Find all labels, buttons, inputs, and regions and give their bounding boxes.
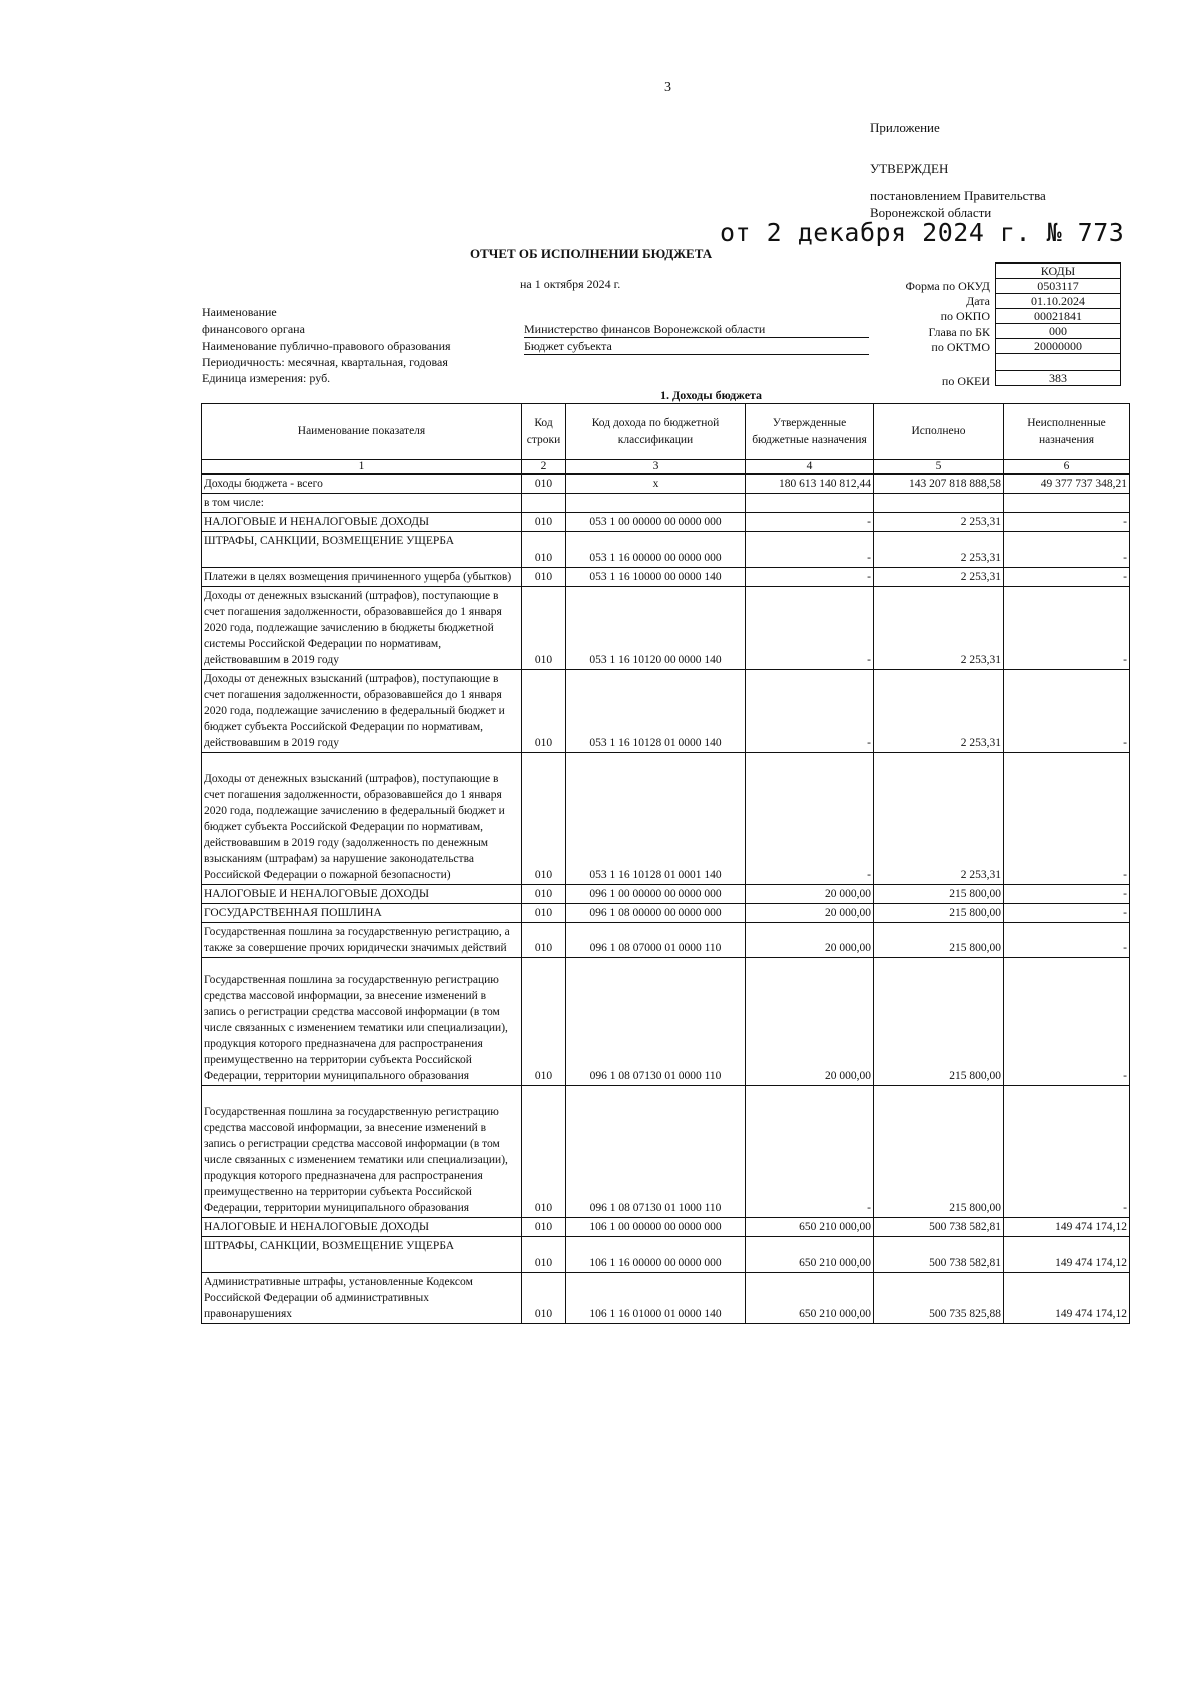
- col-number-4: 4: [746, 460, 874, 475]
- report-title: ОТЧЕТ ОБ ИСПОЛНЕНИИ БЮДЖЕТА: [470, 246, 713, 261]
- row-name: Государственная пошлина за государственную регистрацию средства массовой информации, за внесение изменений в запись о регистрации средства массовой информации (в том числе связанных с изменением тематики или специализации), продукция которого предназначена для распространения преимущественно на территории субъекта Российской Федерации, территории муниципального образования: [202, 1086, 522, 1218]
- unit-label: Единица измерения: руб.: [202, 371, 331, 385]
- row-kbk: 053 1 16 00000 00 0000 000: [566, 532, 746, 568]
- row-approved: -: [746, 670, 874, 753]
- section-title: 1. Доходы бюджета: [660, 388, 763, 402]
- appendix-label: Приложение: [870, 120, 940, 135]
- code-label-glava: Глава по БК: [928, 325, 990, 339]
- row-kbk: 096 1 00 00000 00 0000 000: [566, 885, 746, 904]
- row-executed: 500 738 582,81: [874, 1237, 1004, 1273]
- row-kbk: 106 1 16 01000 01 0000 140: [566, 1273, 746, 1324]
- decree-stamp: от 2 декабря 2024 г. № 773: [720, 218, 1125, 247]
- codes-header: КОДЫ: [996, 263, 1121, 279]
- row-kbk: 106 1 16 00000 00 0000 000: [566, 1237, 746, 1273]
- row-executed: 2 253,31: [874, 670, 1004, 753]
- code-date: 01.10.2024: [996, 294, 1121, 309]
- table-row: [202, 670, 1130, 753]
- row-kbk: 106 1 00 00000 00 0000 000: [566, 1218, 746, 1237]
- row-approved: 650 210 000,00: [746, 1273, 874, 1324]
- row-code: 010: [522, 904, 566, 923]
- row-name: ШТРАФЫ, САНКЦИИ, ВОЗМЕЩЕНИЕ УЩЕРБА: [202, 1237, 522, 1273]
- row-executed: 215 800,00: [874, 958, 1004, 1086]
- code-label-okpo: по ОКПО: [940, 309, 990, 323]
- row-code: 010: [522, 513, 566, 532]
- code-okud: 0503117: [996, 279, 1121, 294]
- row-name: Доходы от денежных взысканий (штрафов), поступающие в счет погашения задолженности, образовавшейся до 1 января 2020 года, подлежащие зачислению в федеральный бюджет и бюджет субъекта Российской Федерации по нормативам, действовавшим в 2019 году (задолженность по денежным взысканиям (штрафам) за нарушение законодательства Российской Федерации о пожарной безопасности): [202, 753, 522, 885]
- row-code: [522, 494, 566, 513]
- row-code: 010: [522, 670, 566, 753]
- row-executed: 215 800,00: [874, 904, 1004, 923]
- row-executed: 500 738 582,81: [874, 1218, 1004, 1237]
- table-row: [202, 958, 1130, 1086]
- row-kbk: 096 1 08 07000 01 0000 110: [566, 923, 746, 958]
- row-name: Доходы от денежных взысканий (штрафов), поступающие в счет погашения задолженности, образовавшейся до 1 января 2020 года, подлежащие зачислению в бюджеты бюджетной системы Российской Федерации по нормативам, действовавшим в 2019 году: [202, 587, 522, 670]
- row-name: Платежи в целях возмещения причиненного ущерба (убытков): [202, 568, 522, 587]
- row-unexecuted: -: [1004, 923, 1130, 958]
- row-approved: 180 613 140 812,44: [746, 474, 874, 494]
- row-code: 010: [522, 753, 566, 885]
- header-kbk: Код дохода по бюджетной классификации: [566, 404, 746, 460]
- entity-value: Бюджет субъекта: [524, 339, 869, 355]
- periodicity-label: Периодичность: месячная, квартальная, годовая: [202, 355, 448, 369]
- row-approved: 650 210 000,00: [746, 1218, 874, 1237]
- row-unexecuted: 149 474 174,12: [1004, 1273, 1130, 1324]
- income-table: [201, 403, 1130, 1324]
- row-unexecuted: -: [1004, 513, 1130, 532]
- row-unexecuted: -: [1004, 958, 1130, 1086]
- row-executed: 2 253,31: [874, 587, 1004, 670]
- row-unexecuted: -: [1004, 532, 1130, 568]
- col-number-2: 2: [522, 460, 566, 475]
- row-code: 010: [522, 958, 566, 1086]
- row-unexecuted: -: [1004, 587, 1130, 670]
- row-name: Государственная пошлина за государственную регистрацию средства массовой информации, за внесение изменений в запись о регистрации средства массовой информации (в том числе связанных с изменением тематики или специализации), продукция которого предназначена для распространения преимущественно на территории субъекта Российской Федерации, территории муниципального образования: [202, 958, 522, 1086]
- table-row: [202, 513, 1130, 532]
- col-number-5: 5: [874, 460, 1004, 475]
- table-row: [202, 923, 1130, 958]
- row-executed: 500 735 825,88: [874, 1273, 1004, 1324]
- row-name: ГОСУДАРСТВЕННАЯ ПОШЛИНА: [202, 904, 522, 923]
- table-row: [202, 1237, 1130, 1273]
- row-kbk: 053 1 16 10128 01 0000 140: [566, 670, 746, 753]
- row-kbk: [566, 494, 746, 513]
- row-approved: 20 000,00: [746, 958, 874, 1086]
- row-unexecuted: [1004, 494, 1130, 513]
- header-approved: Утвержденные бюджетные назначения: [746, 404, 874, 460]
- approval-line-2: постановлением Правительства: [870, 188, 1046, 203]
- fin-body-label-1: Наименование: [202, 305, 277, 319]
- code-glava: 000: [996, 324, 1121, 339]
- approval-line-1: УТВЕРЖДЕН: [870, 161, 949, 176]
- header-unexecuted: Неисполненные назначения: [1004, 404, 1130, 460]
- table-row: [202, 587, 1130, 670]
- approval-block: [870, 160, 1046, 221]
- row-unexecuted: -: [1004, 753, 1130, 885]
- fin-body-label-2: финансового органа: [202, 322, 305, 336]
- row-unexecuted: 49 377 737 348,21: [1004, 474, 1130, 494]
- row-unexecuted: 149 474 174,12: [1004, 1237, 1130, 1273]
- row-approved: -: [746, 568, 874, 587]
- row-code: 010: [522, 587, 566, 670]
- row-code: 010: [522, 532, 566, 568]
- header-executed: Исполнено: [874, 404, 1004, 460]
- row-code: 010: [522, 885, 566, 904]
- row-name: Государственная пошлина за государственную регистрацию, а также за совершение прочих юридически значимых действий: [202, 923, 522, 958]
- row-executed: 2 253,31: [874, 568, 1004, 587]
- col-number-1: 1: [202, 460, 522, 475]
- row-name: Доходы от денежных взысканий (штрафов), поступающие в счет погашения задолженности, образовавшейся до 1 января 2020 года, подлежащие зачислению в федеральный бюджет и бюджет субъекта Российской Федерации по нормативам, действовавшим в 2019 году: [202, 670, 522, 753]
- table-row: [202, 1086, 1130, 1218]
- row-unexecuted: -: [1004, 904, 1130, 923]
- row-unexecuted: -: [1004, 568, 1130, 587]
- row-approved: -: [746, 1086, 874, 1218]
- row-executed: 143 207 818 888,58: [874, 474, 1004, 494]
- row-name: НАЛОГОВЫЕ И НЕНАЛОГОВЫЕ ДОХОДЫ: [202, 885, 522, 904]
- row-code: 010: [522, 1273, 566, 1324]
- code-label-okei: по ОКЕИ: [941, 374, 990, 388]
- row-unexecuted: 149 474 174,12: [1004, 1218, 1130, 1237]
- code-okpo: 00021841: [996, 309, 1121, 324]
- row-approved: 20 000,00: [746, 885, 874, 904]
- row-name: НАЛОГОВЫЕ И НЕНАЛОГОВЫЕ ДОХОДЫ: [202, 513, 522, 532]
- row-approved: 20 000,00: [746, 904, 874, 923]
- table-row: [202, 904, 1130, 923]
- row-name: в том числе:: [202, 494, 522, 513]
- fin-body-value: Министерство финансов Воронежской области: [524, 322, 869, 338]
- row-executed: 2 253,31: [874, 513, 1004, 532]
- col-number-6: 6: [1004, 460, 1130, 475]
- row-kbk: x: [566, 474, 746, 494]
- row-approved: -: [746, 587, 874, 670]
- row-code: 010: [522, 474, 566, 494]
- row-executed: [874, 494, 1004, 513]
- row-name: ШТРАФЫ, САНКЦИИ, ВОЗМЕЩЕНИЕ УЩЕРБА: [202, 532, 522, 568]
- code-label-oktmo: по ОКТМО: [931, 340, 990, 354]
- row-kbk: 053 1 16 10000 00 0000 140: [566, 568, 746, 587]
- header-line-code: Код строки: [522, 404, 566, 460]
- row-approved: -: [746, 513, 874, 532]
- row-approved: 650 210 000,00: [746, 1237, 874, 1273]
- code-oktmo: 20000000: [996, 339, 1121, 354]
- row-kbk: 053 1 00 00000 00 0000 000: [566, 513, 746, 532]
- row-executed: 2 253,31: [874, 753, 1004, 885]
- row-kbk: 096 1 08 00000 00 0000 000: [566, 904, 746, 923]
- row-approved: -: [746, 532, 874, 568]
- table-row: [202, 532, 1130, 568]
- row-name: Административные штрафы, установленные Кодексом Российской Федерации об административных правонарушениях: [202, 1273, 522, 1324]
- row-approved: [746, 494, 874, 513]
- row-kbk: 053 1 16 10128 01 0001 140: [566, 753, 746, 885]
- table-row: [202, 1218, 1130, 1237]
- approval-line-3: Воронежской области: [870, 205, 992, 220]
- row-code: 010: [522, 1237, 566, 1273]
- row-approved: -: [746, 753, 874, 885]
- table-row: [202, 753, 1130, 885]
- report-date: на 1 октября 2024 г.: [520, 277, 621, 291]
- row-unexecuted: -: [1004, 1086, 1130, 1218]
- code-label-date: Дата: [966, 294, 990, 308]
- row-executed: 2 253,31: [874, 532, 1004, 568]
- row-kbk: 053 1 16 10120 00 0000 140: [566, 587, 746, 670]
- row-code: 010: [522, 1086, 566, 1218]
- row-code: 010: [522, 568, 566, 587]
- table-row: [202, 885, 1130, 904]
- table-row: [202, 568, 1130, 587]
- row-kbk: 096 1 08 07130 01 1000 110: [566, 1086, 746, 1218]
- row-unexecuted: -: [1004, 885, 1130, 904]
- row-kbk: 096 1 08 07130 01 0000 110: [566, 958, 746, 1086]
- row-code: 010: [522, 923, 566, 958]
- code-label-okud: Форма по ОКУД: [905, 279, 990, 293]
- code-empty: [996, 354, 1121, 371]
- page-number: 3: [664, 80, 671, 95]
- table-row: [202, 474, 1130, 494]
- entity-label: Наименование публично-правового образования: [202, 339, 451, 353]
- col-number-3: 3: [566, 460, 746, 475]
- row-executed: 215 800,00: [874, 923, 1004, 958]
- table-row: [202, 1273, 1130, 1324]
- row-name: Доходы бюджета - всего: [202, 474, 522, 494]
- row-approved: 20 000,00: [746, 923, 874, 958]
- row-executed: 215 800,00: [874, 885, 1004, 904]
- row-unexecuted: -: [1004, 670, 1130, 753]
- codes-box: [995, 262, 1121, 386]
- row-name: НАЛОГОВЫЕ И НЕНАЛОГОВЫЕ ДОХОДЫ: [202, 1218, 522, 1237]
- row-code: 010: [522, 1218, 566, 1237]
- table-row: [202, 494, 1130, 513]
- header-name: Наименование показателя: [202, 404, 522, 460]
- row-executed: 215 800,00: [874, 1086, 1004, 1218]
- code-okei: 383: [996, 371, 1121, 386]
